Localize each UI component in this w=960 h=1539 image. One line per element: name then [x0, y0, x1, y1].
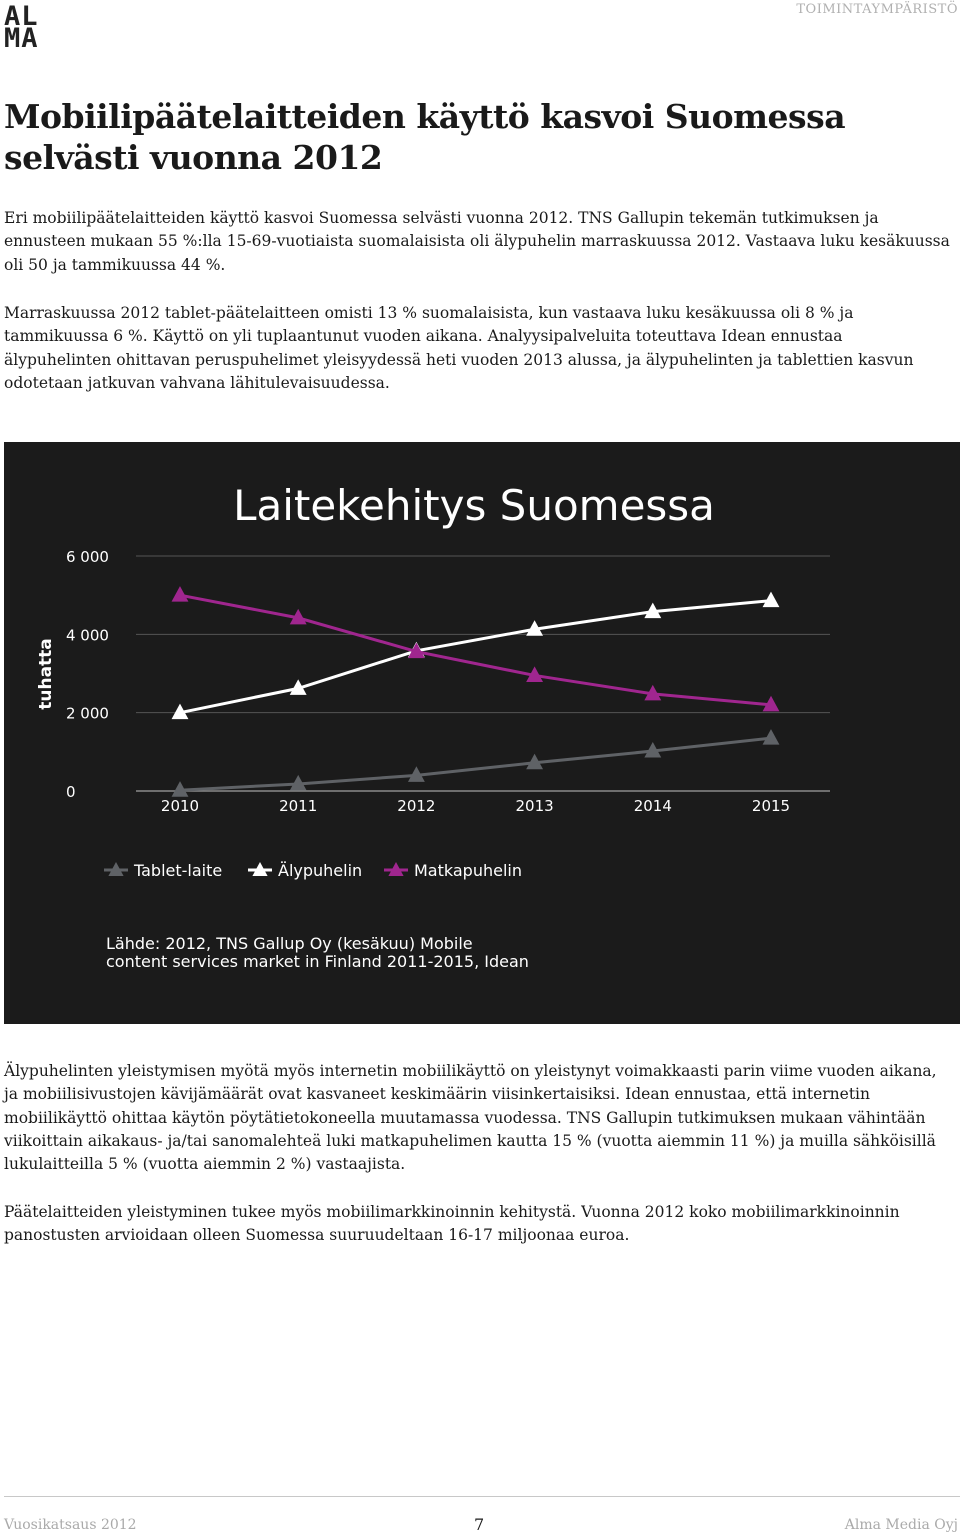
- tablet-paragraph: Marraskuussa 2012 tablet-päätelaitteen omisti 13 % suomalaisista, kun vastaava luku kesäkuussa oli 8 % ja tammikuussa 6 %. Käyttö on yli tuplaantunut vuoden aikana. Analyysipalveluita toteuttava Idean ennustaa älypuhelinten ohittavan peruspuhelimet yleisyydessä heti vuoden 2013 alussa, ja älypuhelinten ja tablettien kasvun odotetaan jatkuvan vahvana lähitulevaisuudessa.: [4, 304, 914, 392]
- alma-logo: [4, 1, 60, 54]
- x-tick-label: 2015: [751, 797, 791, 815]
- legend-label: Matkapuhelin: [414, 861, 522, 880]
- source-line-2: content services market in Finland 2011-2015, Idean: [106, 952, 529, 971]
- footer-divider: [4, 1496, 960, 1497]
- page-title: Mobiilipäätelaitteiden käyttö kasvoi Suomessa selvästi vuonna 2012: [4, 97, 846, 177]
- source-line-1: Lähde: 2012, TNS Gallup Oy (kesäkuu) Mobile: [106, 934, 473, 953]
- section-label: TOIMINTAYMPÄRISTÖ: [796, 2, 958, 17]
- data-point: [763, 730, 778, 744]
- y-tick-label: 2 000: [66, 704, 109, 723]
- y-tick-label: 4 000: [66, 626, 109, 645]
- page-number: 7: [474, 1515, 485, 1534]
- marketing-paragraph: Päätelaitteiden yleistyminen tukee myös mobiilimarkkinoinnin kehitystä. Vuonna 2012 koko mobiilimarkkinoinnin panostusten arvioidaan olleen Suomessa suuruudeltaan 16-17 miljoonaa euroa.: [4, 1203, 900, 1245]
- x-tick-label: 2011: [279, 797, 318, 815]
- series-line: [180, 595, 771, 705]
- x-tick-label: 2014: [633, 797, 672, 815]
- device-chart: [4, 442, 960, 1024]
- x-tick-label: 2012: [397, 797, 436, 815]
- mobile-internet-paragraph: Älypuhelinten yleistymisen myötä myös internetin mobiilikäyttö on yleistynyt voimakkaasti parin viime vuoden aikana, ja mobiilisivustojen kävijämäärät ovat kasvaneet keskimäärin viisinkertaisiksi. Idean ennustaa, että internetin mobiilikäyttö ohittaa käytön pöytätietokoneella muutamassa vuodessa. TNS Gallupin tutkimuksen mukaan vähintään viikoittain aikakaus- ja/tai sanomalehteä luki matkapuhelimen kautta 15 % (vuotta aiemmin 11 %) ja muilla sähköisillä lukulaitteilla 5 % (vuotta aiemmin 2 %) vastaajista.: [4, 1062, 937, 1174]
- logo-line-1: AL: [4, 1, 39, 32]
- logo-line-2: MA: [4, 23, 39, 54]
- x-tick-label: 2013: [515, 797, 554, 815]
- series-line: [180, 738, 771, 790]
- legend-label: Älypuhelin: [278, 861, 363, 880]
- chart-canvas: [4, 442, 960, 1024]
- data-point: [172, 587, 187, 601]
- y-axis-label: tuhatta: [36, 638, 56, 710]
- legend-label: Tablet-laite: [134, 861, 223, 880]
- chart-title: Laitekehitys Suomessa: [233, 481, 715, 530]
- footer-publication: Vuosikatsaus 2012: [4, 1517, 137, 1533]
- y-tick-label: 0: [66, 783, 76, 801]
- intro-paragraph: Eri mobiilipäätelaitteiden käyttö kasvoi Suomessa selvästi vuonna 2012. TNS Gallupin tekemän tutkimuksen ja ennusteen mukaan 55 %:lla 15-69-vuotiaista suomalaisista oli älypuhelin marraskuussa 2012. Vastaava luku kesäkuussa oli 50 ja tammikuussa 44 %.: [4, 209, 950, 274]
- x-tick-label: 2010: [160, 797, 200, 815]
- footer-company: Alma Media Oyj: [844, 1517, 958, 1533]
- y-tick-label: 6 000: [66, 548, 109, 566]
